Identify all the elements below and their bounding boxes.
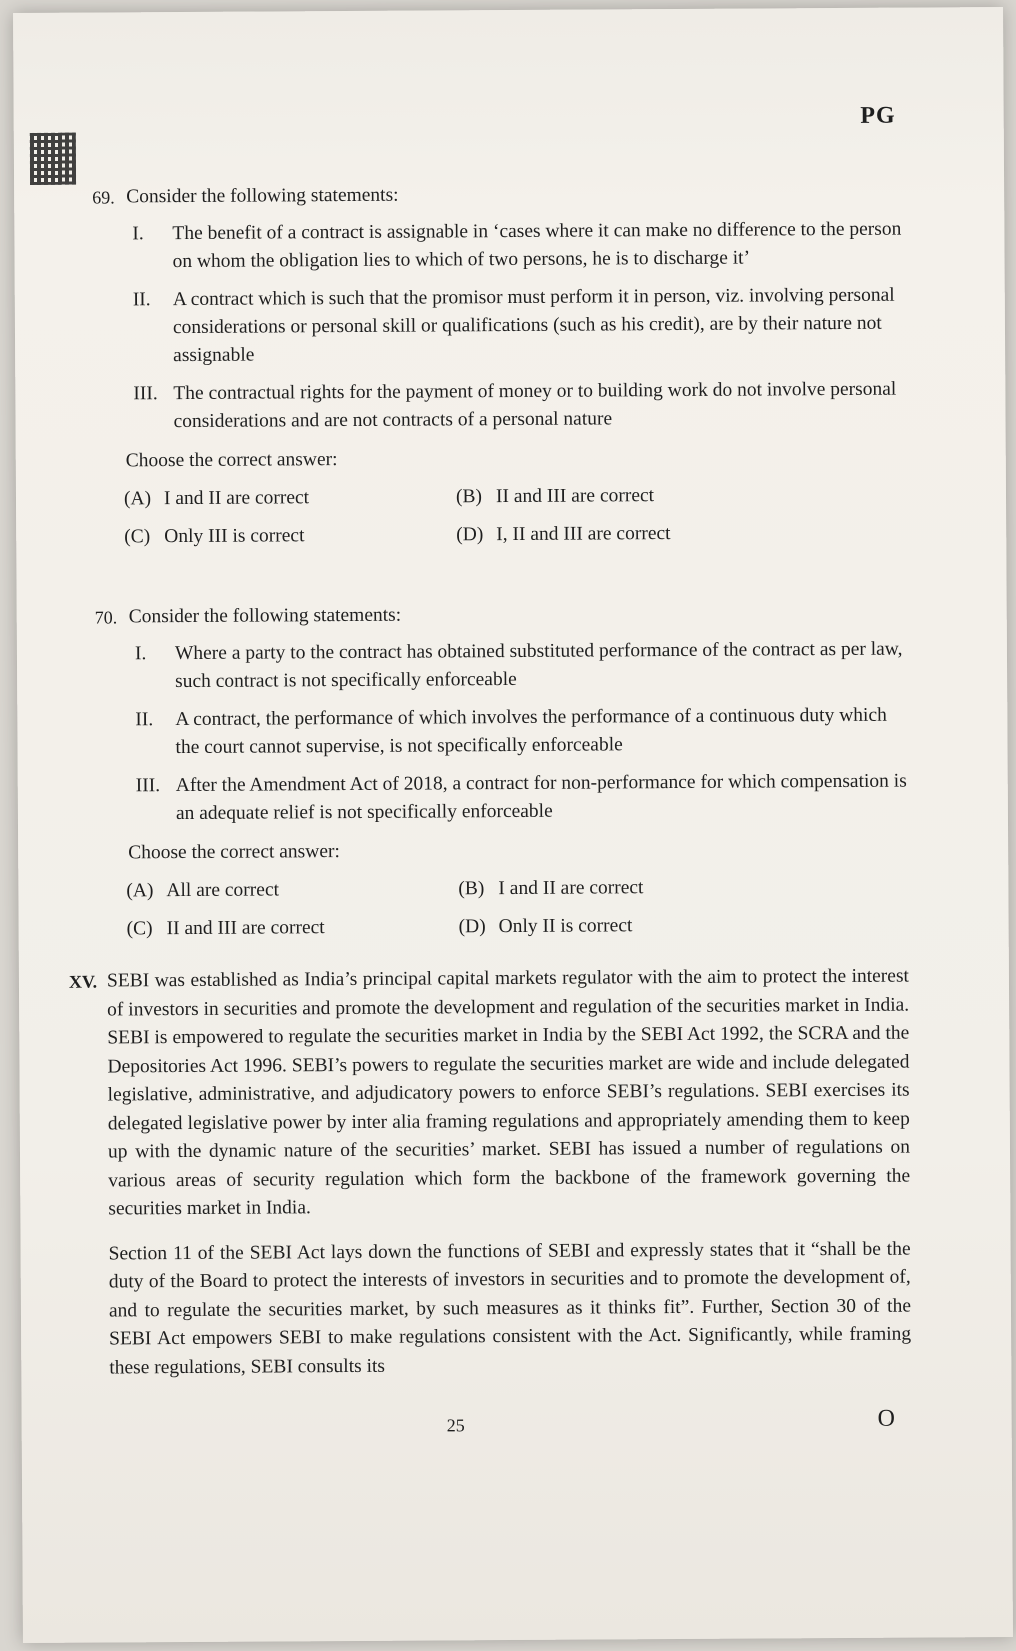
- statement-number: I.: [134, 643, 147, 665]
- option-text: I, II and III are correct: [496, 523, 671, 546]
- option-letter: (D): [456, 524, 484, 546]
- statement-list: [132, 216, 913, 437]
- option-b[interactable]: [456, 480, 816, 512]
- option-letter: (A): [126, 880, 154, 902]
- option-b[interactable]: [458, 872, 818, 904]
- statement: [133, 376, 913, 437]
- option-letter: (C): [124, 526, 151, 548]
- statement-number: II.: [132, 289, 151, 311]
- statement-text: The benefit of a contract is assignable in ‘cases where it can make no difference to the person on whom the obligation lies to which of two persons, he is to discharge it’: [172, 218, 902, 273]
- passage-paragraph: SEBI was established as India’s principal capital markets regulator with the aim to protect the interest of investors in securities and promote the development and regulation of the securities market in India. SEBI is empowered to regulate the securities market in India by the SEBI Act 1992, the SCRA and the Depositories Act 1996. SEBI’s powers to regulate the securities market are wide and include delegated legislative, administrative, and adjudicatory powers to enforce SEBI’s regulations. SEBI exercises its delegated legislative power by inter alia framing regulations and appropriately amending them to keep up with the dynamic nature of the securities’ market. SEBI has issued a number of regulations on various areas of security regulation which form the backbone of the framework governing the securities market in India.: [106, 965, 911, 1220]
- option-letter: (D): [458, 916, 486, 938]
- option-text: II and III are correct: [495, 485, 655, 508]
- statement-list: [135, 636, 916, 829]
- page-number: 25: [446, 1415, 465, 1436]
- option-text: II and III are correct: [166, 917, 325, 940]
- statement-text: The contractual rights for the payment of money or to building work do not involve personal considerations and are not contracts of a personal nature: [173, 378, 897, 433]
- option-c[interactable]: [127, 912, 459, 944]
- option-text: Only II is correct: [498, 915, 633, 938]
- option-text: I and II are correct: [163, 487, 310, 510]
- answer-options: [126, 872, 916, 945]
- statement-number: III.: [133, 383, 158, 405]
- statement-number: III.: [135, 775, 161, 797]
- statement-text: A contract which is such that the promisor must perform it in person, viz. involving personal considerations or personal skill or qualifications (such as his credit), are by their nature not assignable: [172, 284, 895, 367]
- statement: [135, 636, 915, 697]
- passage-paragraph: Section 11 of the SEBI Act lays down the functions of SEBI and expressly states that it “shall be the duty of the Board to protect the interests of investors in securities and to promote the development of, and to regulate the securities market, by such measures as it thinks fit”. Further, Section 30 of the SEBI Act empowers SEBI to make regulations consistent with the Act. Significantly, while framing these regulations, SEBI consults its: [108, 1238, 912, 1378]
- option-letter: (B): [458, 878, 485, 900]
- set-mark: O: [877, 1405, 896, 1432]
- data-matrix-code: [30, 133, 76, 185]
- question-number: 70.: [94, 607, 118, 628]
- option-c[interactable]: [124, 520, 456, 552]
- option-d[interactable]: [456, 518, 816, 550]
- option-d[interactable]: [459, 910, 819, 942]
- statement: [132, 216, 912, 277]
- choose-instruction: Choose the correct answer:: [125, 449, 338, 472]
- choose-instruction: Choose the correct answer:: [128, 841, 340, 864]
- passage-xv: [69, 963, 912, 1399]
- question-intro: Consider the following statements:: [128, 604, 402, 628]
- paper-code: PG: [860, 102, 896, 129]
- statement-number: II.: [135, 709, 154, 731]
- statement-text: After the Amendment Act of 2018, a contract for non-performance for which compensation is an adequate relief is not specifically enforceable: [175, 770, 907, 825]
- option-text: I and II are correct: [498, 877, 644, 900]
- statement-text: A contract, the performance of which involves the performance of a continuous duty which the court cannot supervise, is not specifically enforceable: [175, 704, 887, 759]
- question-69: [92, 178, 914, 553]
- option-text: Only III is correct: [164, 525, 305, 548]
- answer-options: [124, 480, 914, 553]
- question-number: 69.: [92, 187, 115, 208]
- option-letter: (C): [126, 918, 153, 940]
- statement-number: I.: [132, 223, 144, 245]
- option-text: All are correct: [166, 879, 280, 902]
- question-intro: Consider the following statements:: [126, 184, 399, 208]
- statement: [136, 768, 916, 829]
- question-70: [95, 598, 917, 945]
- option-a[interactable]: [124, 482, 456, 514]
- option-letter: (B): [455, 486, 483, 508]
- statement: [133, 282, 913, 371]
- statement: [135, 702, 915, 763]
- option-letter: (A): [123, 488, 152, 510]
- passage-label: XV.: [68, 971, 98, 992]
- option-a[interactable]: [126, 874, 458, 906]
- passage-body: [107, 963, 912, 1399]
- exam-page: [13, 7, 1013, 1643]
- statement-text: Where a party to the contract has obtained substituted performance of the contract as per law, such contract is not specifically enforceable: [174, 638, 903, 693]
